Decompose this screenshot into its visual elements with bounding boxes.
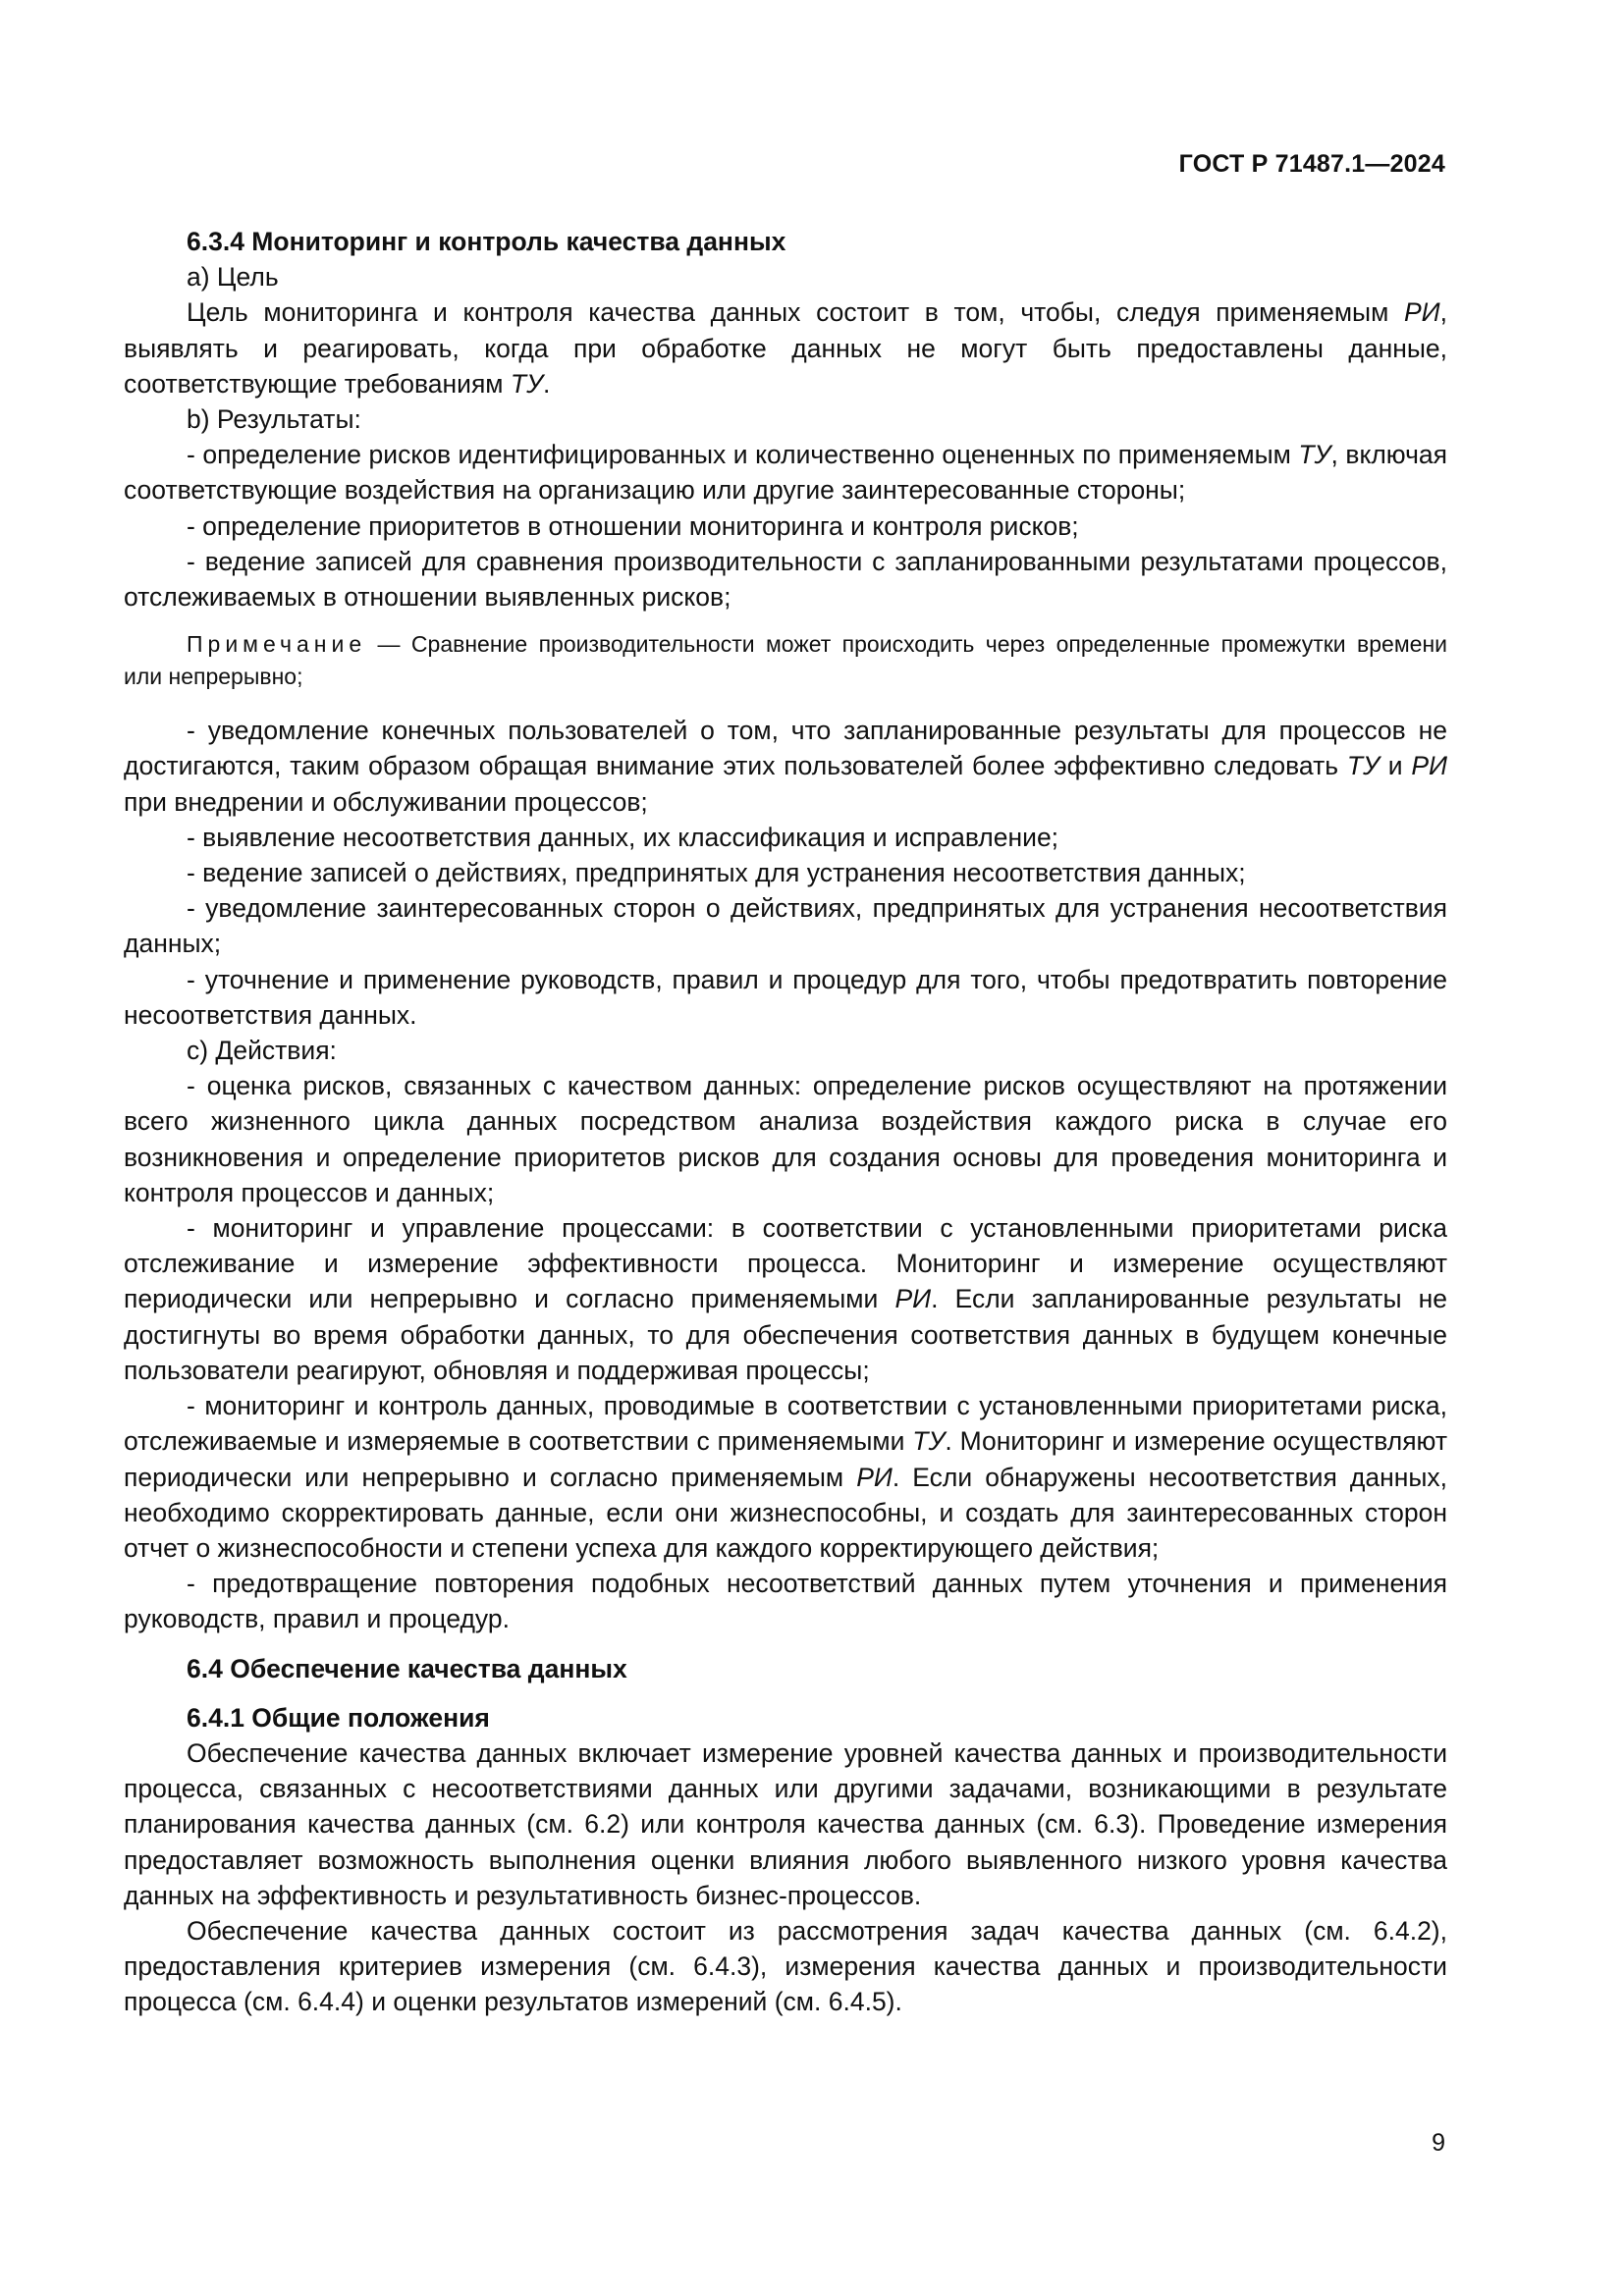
page-number: 9 [1432,2129,1445,2157]
paragraph-goal: Цель мониторинга и контроля качества данных состоит в том, чтобы, следуя применяемым РИ, выявлять и реагировать, когда при обработке данных не могут быть предоставлены данные, соответствующие требованиям ТУ. [124,297,1447,399]
list-item: - мониторинг и управление процессами: в соответствии с установленными приоритетами риска отслеживание и измерение эффективности процесса. Мониторинг и измерение осуществляют периодически или непрерывно и согласно применяемыми РИ. Если запланированные результаты не достигнуты во время обработки данных, то для обеспечения соответствия данных в будущем конечные пользователи реагируют, обновляя и поддерживая процессы; [124,1213,1448,1385]
list-item: - уведомление заинтересованных сторон о действиях, предпринятых для устранения несоответствия данных; [124,893,1447,959]
list-item: - уточнение и применение руководств, правил и процедур для того, чтобы предотвратить повторение несоответствия данных. [124,964,1447,1030]
list-item: - предотвращение повторения подобных несоответствий данных путем уточнения и применения руководств, правил и процедур. [124,1569,1447,1634]
list-item: - выявление несоответствия данных, их классификация и исправление; [187,822,1059,852]
list-label-a: a) Цель [187,262,279,293]
list-item: - уведомление конечных пользователей о том, что запланированные результаты для процессов не достигаются, таким образом обращая внимание этих пользователей более эффективно следовать ТУ и РИ при внедрении и обслуживании процессов; [124,716,1447,817]
list-item: - определение рисков идентифицированных и количественно оцененных по применяемым ТУ, включая соответствующие воздействия на организацию или другие заинтересованные стороны; [124,440,1447,506]
list-item: - мониторинг и контроль данных, проводимые в соответствии с установленными приоритетами риска, отслеживаемые и измеряемые в соответствии с применяемыми ТУ. Мониторинг и измерение осуществляют периодически или непрерывно и согласно применяемым РИ. Если обнаружены несоответствия данных, необходимо скорректировать данные, если они жизнеспособны, и создать для заинтересованных сторон отчет о жизнеспособности и степени успеха для каждого корректирующего действия; [124,1391,1447,1563]
paragraph: Обеспечение качества данных состоит из рассмотрения задач качества данных (см. 6.4.2), предоставления критериев измерения (см. 6.4.3), измерения качества данных и производительности процесса (см. 6.4.4) и оценки результатов измерений (см. 6.4.5). [124,1915,1447,2017]
paragraph: Обеспечение качества данных включает измерение уровней качества данных и производительности процесса, связанных с несоответствиями данных или другими задачами, возникающими в результате планирования качества данных (см. 6.2) или контроля качества данных (см. 6.3). Проведение измерения предоставляет возможность выполнения оценки влияния любого выявленного низкого уровня качества данных на эффективность и результативность бизнес-процессов. [124,1737,1447,1910]
list-item: - оценка рисков, связанных с качеством данных: определение рисков осуществляют на протяжении всего жизненного цикла данных посредством анализа воздействия каждого риска в случае его возникновения и определение приоритетов рисков для создания основы для проведения мониторинга и контроля процессов и данных; [124,1071,1447,1207]
list-item: - определение приоритетов в отношении мониторинга и контроля рисков; [187,510,1079,541]
page-body [124,224,1447,2020]
list-label-c: c) Действия: [187,1036,337,1066]
note-label: Примечание [187,631,367,658]
section-heading-6-4: 6.4 Обеспечение качества данных [187,1653,627,1683]
document-id-header: ГОСТ Р 71487.1—2024 [1178,150,1445,178]
section-heading-6-4-1: 6.4.1 Общие положения [187,1702,490,1733]
list-item: - ведение записей о действиях, предпринятых для устранения несоответствия данных; [187,858,1246,888]
section-heading-6-3-4: 6.3.4 Мониторинг и контроль качества данных [187,227,786,256]
list-item: - ведение записей для сравнения производительности с запланированными результатами процессов, отслеживаемых в отношении выявленных рисков; [124,546,1447,613]
list-label-b: b) Результаты: [187,404,361,435]
note: Примечание — Сравнение производительности может происходить через определенные промежутки времени или непрерывно; [124,631,1447,690]
